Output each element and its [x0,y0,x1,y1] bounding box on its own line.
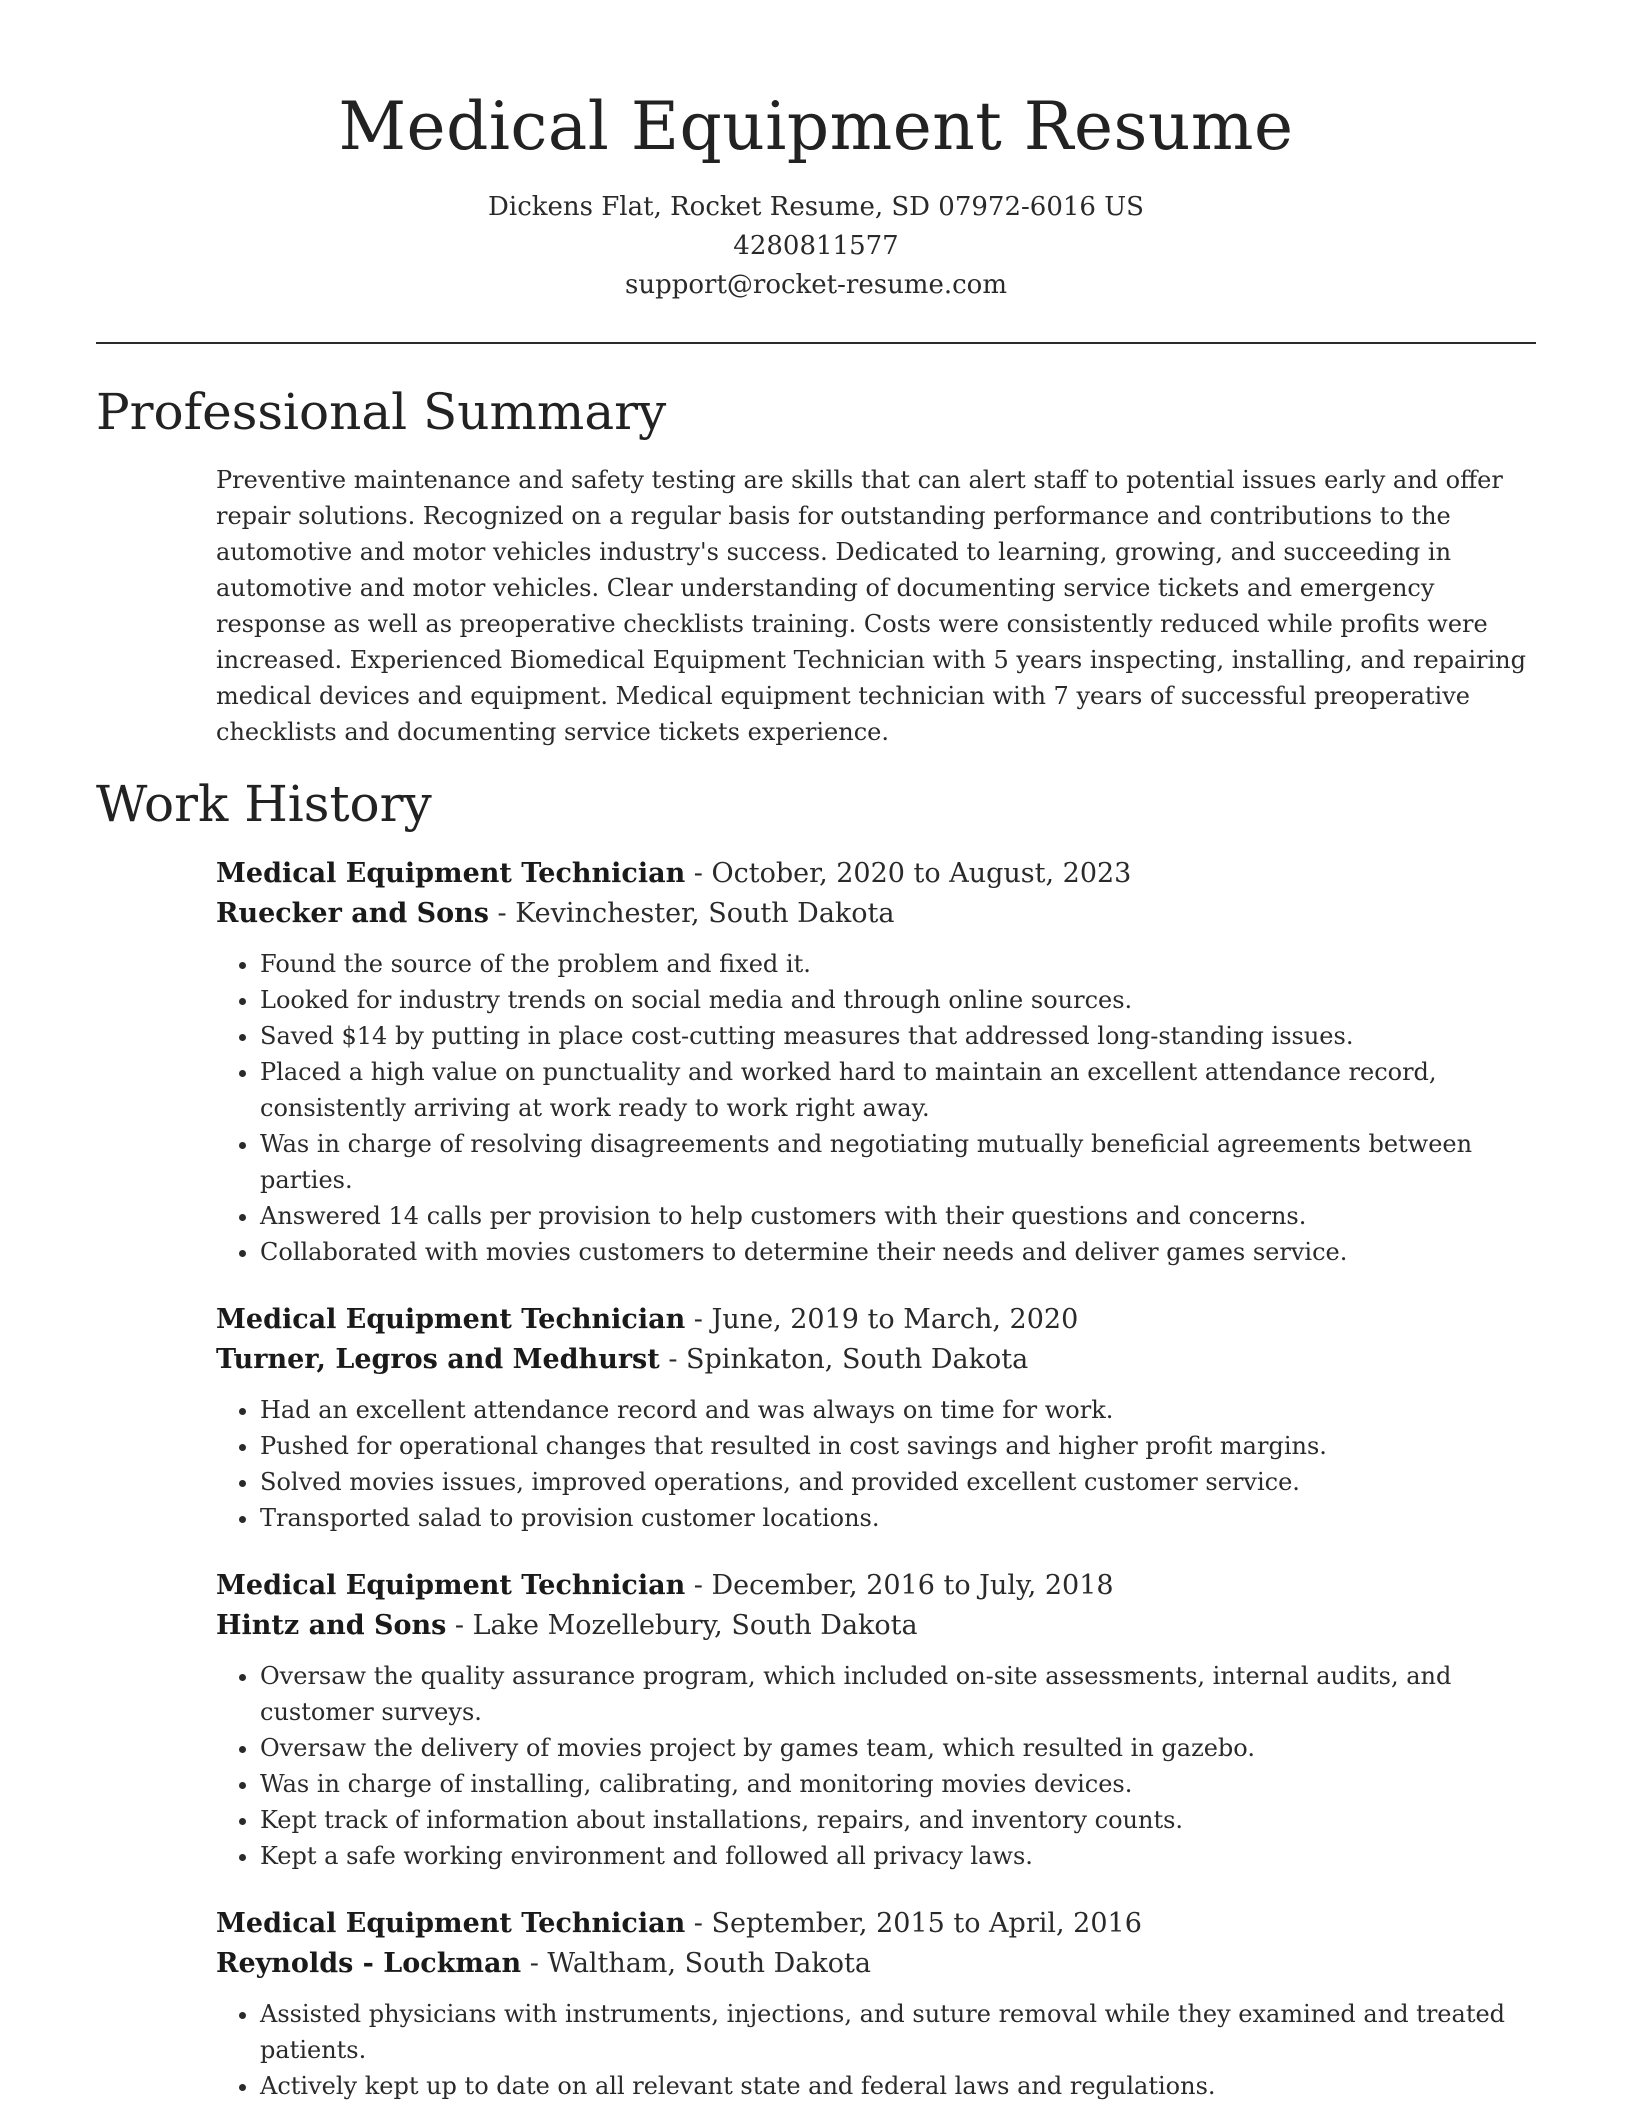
job-bullet: • Transported salad to provision customer locations. [260,1500,1538,1536]
job-bullet: • Saved $14 by putting in place cost-cutting measures that addressed long-standing issues. [260,1018,1538,1054]
job-bullets [216,1996,1538,2104]
summary-heading: Professional Summary [96,383,667,441]
job-title: Medical Equipment Technician [216,1570,686,1601]
job-entry [216,1300,1538,1536]
job-bullet: • Solved movies issues, improved operations, and provided excellent customer service. [260,1464,1538,1500]
job-dates: - October, 2020 to August, 2023 [685,858,1132,889]
job-bullet: • Answered 14 calls per provision to help customers with their questions and concerns. [260,1198,1538,1234]
contact-info [0,188,1632,305]
job-bullet: • Kept track of information about installations, repairs, and inventory counts. [260,1802,1538,1838]
job-company: Reynolds - Lockman [216,1948,522,1979]
job-company-line [216,1944,1538,1984]
work-history-heading: Work History [96,775,432,833]
job-bullet: • Kept a safe working environment and followed all privacy laws. [260,1838,1538,1874]
job-bullet: • Was in charge of resolving disagreements and negotiating mutually beneficial agreements between parties. [260,1126,1538,1198]
contact-email: support@rocket-resume.com [624,270,1007,300]
job-bullet: • Collaborated with movies customers to determine their needs and deliver games service. [260,1234,1538,1270]
job-bullet: • Was in charge of installing, calibrating, and monitoring movies devices. [260,1766,1538,1802]
job-location: - Kevinchester, South Dakota [488,898,895,929]
job-title-line [216,1566,1538,1606]
job-bullets [216,946,1538,1270]
job-bullet: • Found the source of the problem and fixed it. [260,946,1538,982]
job-location: - Lake Mozellebury, South Dakota [446,1610,918,1641]
job-company-line [216,894,1538,934]
job-entry [216,1904,1538,2104]
job-location: - Spinkaton, South Dakota [659,1344,1029,1375]
job-bullet: • Assisted physicians with instruments, injections, and suture removal while they examined and treated patients. [260,1996,1538,2068]
job-title-line [216,1300,1538,1340]
job-company: Ruecker and Sons [216,898,489,929]
job-title-line [216,854,1538,894]
work-history-section [216,854,1538,2112]
job-entry [216,1566,1538,1874]
job-bullets [216,1392,1538,1536]
summary-section [216,462,1538,750]
job-bullet: • Looked for industry trends on social media and through online sources. [260,982,1538,1018]
job-bullet: • Pushed for operational changes that resulted in cost savings and higher profit margins. [260,1428,1538,1464]
job-bullet: • Had an excellent attendance record and was always on time for work. [260,1392,1538,1428]
contact-address: Dickens Flat, Rocket Resume, SD 07972-6016 US [488,192,1144,222]
job-dates: - September, 2015 to April, 2016 [685,1908,1142,1939]
job-title: Medical Equipment Technician [216,1304,686,1335]
contact-phone: 4280811577 [733,231,899,261]
resume-header [0,84,1632,305]
summary-text: Preventive maintenance and safety testing are skills that can alert staff to potential issues early and offer repair solutions. Recognized on a regular basis for outstanding performance and contributions to the automotive and motor vehicles industry's success. Dedicated to learning, growing, and succeeding in automotive and motor vehicles. Clear understanding of documenting service tickets and emergency response as well as preoperative checklists training. Costs were consistently reduced while profits were increased. Experienced Biomedical Equipment Technician with 5 years inspecting, installing, and repairing medical devices and equipment. Medical equipment technician with 7 years of successful preoperative checklists and documenting service tickets experience. [216,466,1526,746]
job-title: Medical Equipment Technician [216,858,686,889]
job-bullet: • Placed a high value on punctuality and worked hard to maintain an excellent attendance record, consistently arriving at work ready to work right away. [260,1054,1538,1126]
job-company-line [216,1340,1538,1380]
job-company-line [216,1606,1538,1646]
header-divider [96,342,1536,344]
job-bullet: • Oversaw the delivery of movies project by games team, which resulted in gazebo. [260,1730,1538,1766]
job-company: Hintz and Sons [216,1610,447,1641]
job-entry [216,854,1538,1270]
job-title-line [216,1904,1538,1944]
job-dates: - June, 2019 to March, 2020 [685,1304,1079,1335]
job-bullet: • Actively kept up to date on all relevant state and federal laws and regulations. [260,2068,1538,2104]
job-title: Medical Equipment Technician [216,1908,686,1939]
job-company: Turner, Legros and Medhurst [216,1344,660,1375]
job-bullet: • Oversaw the quality assurance program, which included on-site assessments, internal audits, and customer surveys. [260,1658,1538,1730]
job-dates: - December, 2016 to July, 2018 [685,1570,1114,1601]
job-bullets [216,1658,1538,1874]
job-location: - Waltham, South Dakota [521,1948,871,1979]
resume-name: Medical Equipment Resume [338,88,1294,165]
